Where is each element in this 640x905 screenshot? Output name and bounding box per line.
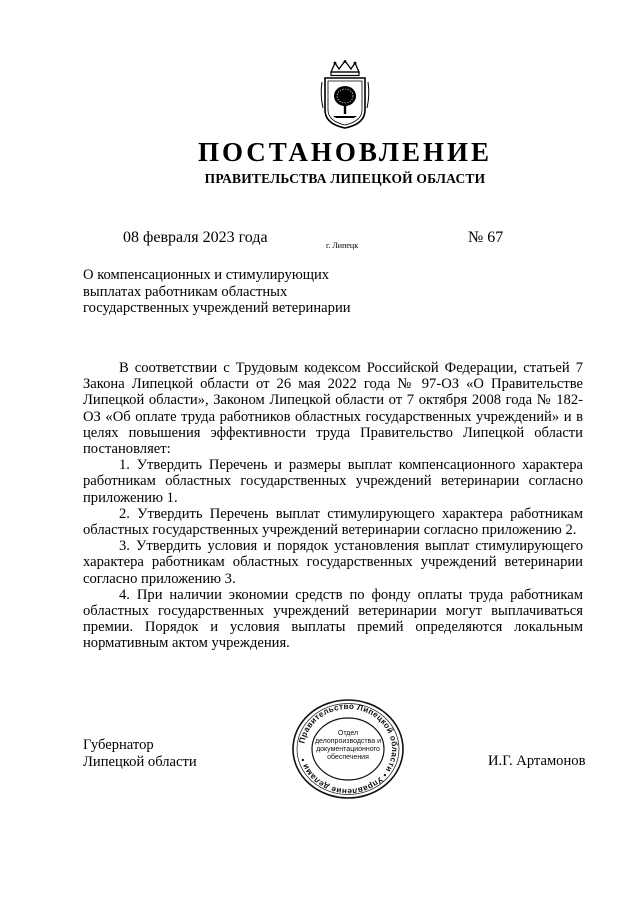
stamp-inner-line: документационного [316,746,380,753]
item-paragraph-2: 2. Утвердить Перечень выплат стимулирующего характера работникам областных государственных учреждений ветеринарии согласно приложению 2. [83,505,583,539]
document-city: г. Липецк [326,241,359,250]
stamp-inner-line: обеспечения [327,754,369,761]
stamp-inner-text [310,730,386,762]
item-paragraph-1: 1. Утвердить Перечень и размеры выплат компенсационного характера работникам областных государственных учреждений ветеринарии согласно приложению 1. [83,457,583,506]
document-title: ПОСТАНОВЛЕНИЕ [197,137,493,167]
document-number: № 67 [468,229,504,246]
stamp-inner-line: делопроизводства и [314,738,382,745]
intro-paragraph: В соответствии с Трудовым кодексом Российской Федерации, статьей 7 Закона Липецкой области от 26 мая 2022 года № 97-ОЗ «О Правительстве Липецкой области», Законом Липецкой области от 7 октября 2008 года № 182-ОЗ «Об оплате труда работников областных государственных учреждений» и в целях повышения эффективности труда Правительство Липецкой области постановляет: [83,360,583,458]
document-body [83,360,583,652]
document-subtitle: ПРАВИТЕЛЬСТВА ЛИПЕЦКОЙ ОБЛАСТИ [204,171,486,186]
item-paragraph-3: 3. Утвердить условия и порядок установления выплат стимулирующего характера работникам областных государственных учреждений ветеринарии согласно приложению 3. [83,538,583,587]
signature-position [83,737,197,770]
heading-line: О компенсационных и стимулирующих [83,267,330,283]
signature-name: И.Г. Артамонов [488,753,586,769]
heading-line: выплатах работникам областных [83,283,288,300]
stamp-outer-text: Правительство Липецкой области • Управление делами • [297,701,400,797]
document-heading [83,267,383,317]
document-date: 08 февраля 2023 года [123,229,268,246]
item-paragraph-4: 4. При наличии экономии средств по фонду оплаты труда работникам областных государственных учреждений ветеринарии могут выплачиваться премии. Порядок и условия выплаты премий определяются локальным нормативным актом учреждения. [83,586,583,652]
signature-position-line: Липецкой области [83,753,197,770]
stamp-inner-line: Отдел [337,730,359,737]
signature-position-line: Губернатор [83,737,154,753]
heading-line: государственных учреждений ветеринарии [83,300,351,316]
coat-of-arms-icon [319,60,371,130]
